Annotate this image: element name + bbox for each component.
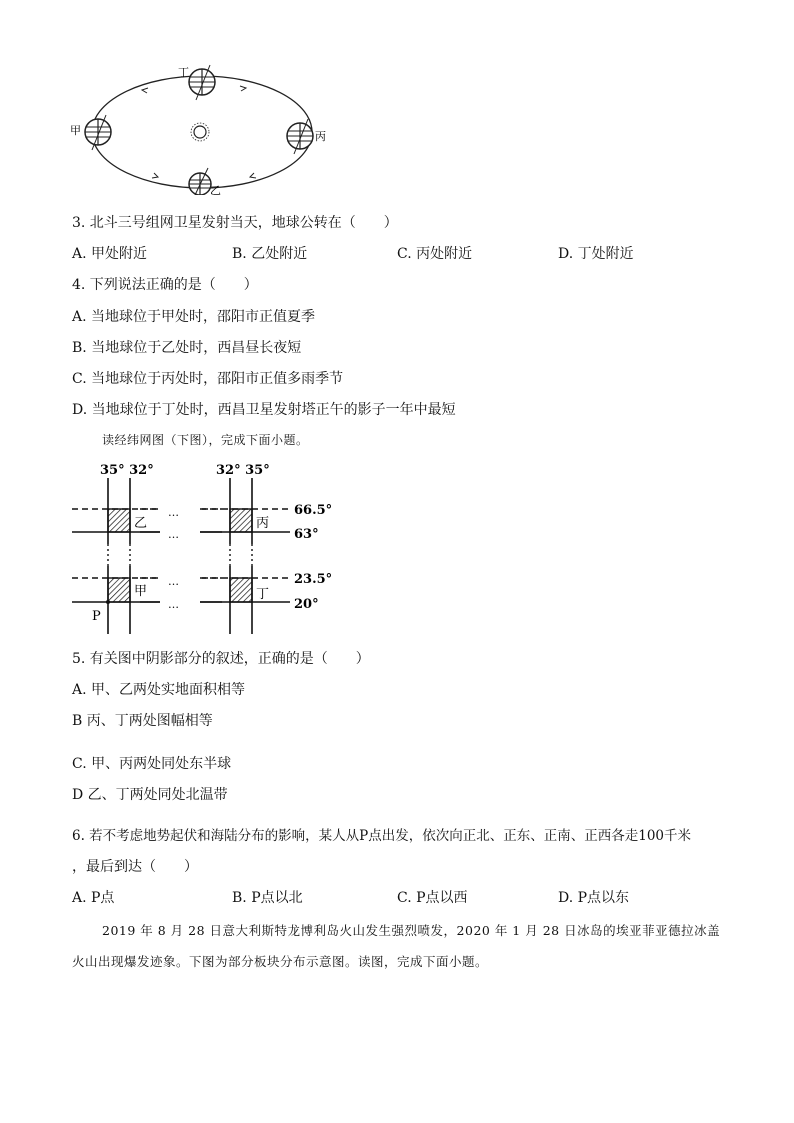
label-yi: 乙 bbox=[210, 184, 221, 195]
q4-option-b: B. 当地球位于乙处时，西昌昼长夜短 bbox=[72, 340, 302, 356]
orbit-diagram bbox=[60, 60, 340, 195]
q5-option-c: C. 甲、丙两处同处东半球 bbox=[72, 756, 232, 772]
svg-text:…: … bbox=[168, 528, 179, 541]
cell-bing bbox=[230, 509, 252, 532]
q4-option-c: C. 当地球位于丙处时，邵阳市正值多雨季节 bbox=[72, 371, 344, 387]
lat-label-23-5: 23.5° bbox=[294, 572, 333, 587]
earth-ding bbox=[189, 65, 215, 100]
q6-stem-line1: 6. 若不考虑地势起伏和海陆分布的影响，某人从P点出发，依次向正北、正东、正南、正西各走100千米 bbox=[72, 828, 692, 844]
svg-text:…: … bbox=[168, 598, 179, 611]
q6-option-b: B. P点以北 bbox=[232, 890, 303, 906]
volcano-intro-line1: 2019 年 8 月 28 日意大利斯特龙博利岛火山发生强烈喷发，2020 年 1 月 28 日冰岛的埃亚菲亚德拉冰盖 bbox=[102, 923, 721, 938]
lon-label-right: 32° 35° bbox=[216, 463, 270, 478]
cell-label-ding: 丁 bbox=[256, 587, 270, 602]
q6-option-a: A. P点 bbox=[72, 890, 115, 906]
label-jia: 甲 bbox=[70, 124, 81, 137]
point-p bbox=[106, 600, 110, 604]
q3-option-a: A. 甲处附近 bbox=[72, 246, 148, 262]
volcano-intro-line2: 火山出现爆发迹象。下图为部分板块分布示意图。读图，完成下面小题。 bbox=[72, 954, 489, 969]
earth-yi bbox=[189, 168, 211, 195]
q4-option-a: A. 当地球位于甲处时，邵阳市正值夏季 bbox=[72, 309, 316, 325]
lat-label-20: 20° bbox=[294, 597, 319, 612]
point-p-label: P bbox=[92, 609, 101, 624]
svg-text:…: … bbox=[168, 575, 179, 588]
label-ding: 丁 bbox=[178, 66, 189, 79]
q5-option-a: A. 甲、乙两处实地面积相等 bbox=[72, 682, 246, 698]
label-bing: 丙 bbox=[315, 130, 326, 143]
earth-bing bbox=[287, 119, 313, 154]
cell-ding bbox=[230, 578, 252, 602]
q5-option-d: D 乙、丁两处同处北温带 bbox=[72, 787, 228, 803]
q3-option-b: B. 乙处附近 bbox=[232, 246, 308, 262]
q3-option-c: C. 丙处附近 bbox=[397, 246, 473, 262]
q4-option-d: D. 当地球位于丁处时，西昌卫星发射塔正午的影子一年中最短 bbox=[72, 402, 456, 418]
sun-icon bbox=[191, 123, 209, 141]
grid-intro: 读经纬网图（下图），完成下面小题。 bbox=[102, 433, 309, 447]
orbit-arrow bbox=[240, 86, 246, 91]
q6-stem-line2: ，最后到达（ ） bbox=[72, 859, 198, 875]
earth-jia bbox=[85, 115, 111, 150]
latlon-grid-diagram bbox=[64, 458, 364, 640]
orbit-arrow bbox=[142, 88, 148, 93]
orbit-arrow bbox=[250, 173, 256, 178]
q5-option-b: B 丙、丁两处图幅相等 bbox=[72, 713, 213, 729]
q6-option-d: D. P点以东 bbox=[558, 890, 630, 906]
cell-label-yi: 乙 bbox=[134, 516, 148, 531]
lat-label-66-5: 66.5° bbox=[294, 503, 333, 518]
q3-stem: 3. 北斗三号组网卫星发射当天，地球公转在（ ） bbox=[72, 215, 398, 231]
cell-yi bbox=[108, 509, 130, 532]
q5-stem: 5. 有关图中阴影部分的叙述，正确的是（ ） bbox=[72, 651, 370, 667]
q6-option-c: C. P点以西 bbox=[397, 890, 468, 906]
q3-option-d: D. 丁处附近 bbox=[558, 246, 634, 262]
lon-label-left: 35° 32° bbox=[100, 463, 154, 478]
cell-label-jia: 甲 bbox=[134, 584, 148, 599]
cell-label-bing: 丙 bbox=[256, 516, 270, 531]
orbit-arrow bbox=[152, 173, 158, 178]
q4-stem: 4. 下列说法正确的是（ ） bbox=[72, 277, 258, 293]
lat-label-63: 63° bbox=[294, 527, 319, 542]
cell-jia bbox=[108, 578, 130, 602]
svg-text:…: … bbox=[168, 506, 179, 519]
